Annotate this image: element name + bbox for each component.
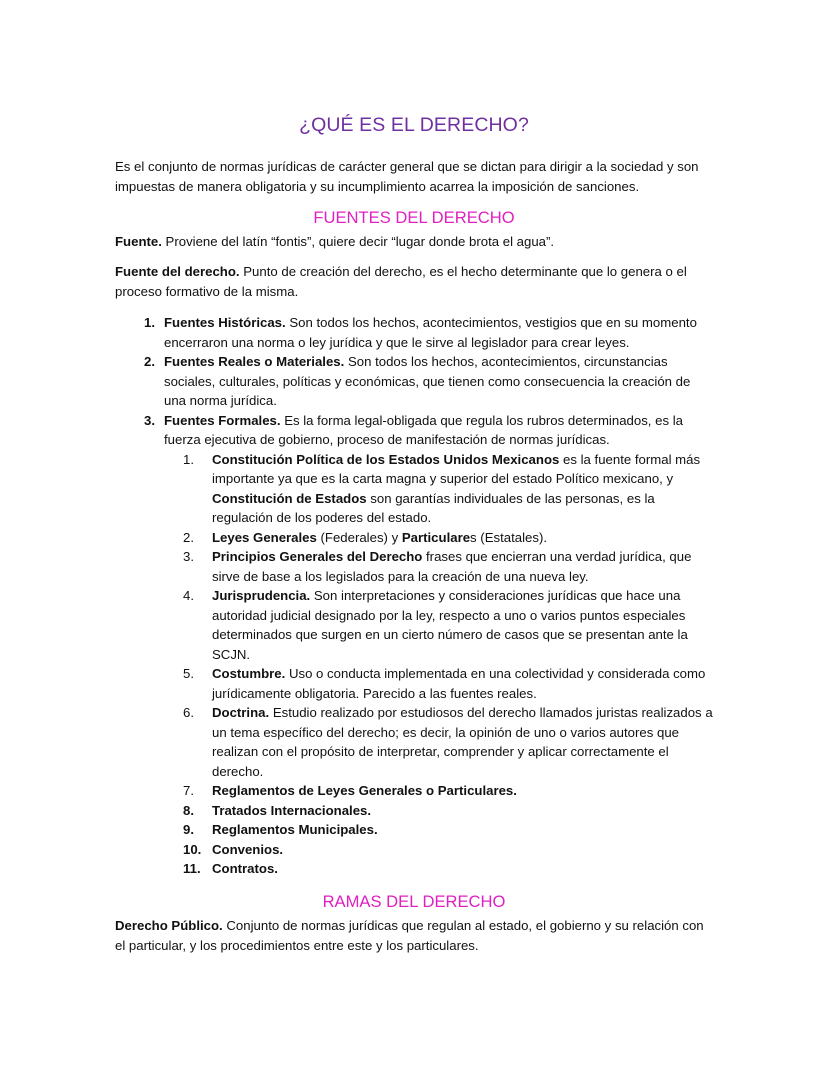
fuente-derecho-term: Fuente del derecho. <box>115 264 240 279</box>
sublist-text: frases que encierran una verdad jurídica, que sirve de base a los legislados para la creación de una nueva ley. <box>212 549 692 584</box>
list-text: Son todos los hechos, acontecimientos, vestigios que en su momento encerraron una norma o ley jurídica y que le sirve al legislador para crear leyes. <box>164 315 697 350</box>
sublist-number: 7. <box>183 783 194 798</box>
sublist-term: Reglamentos de Leyes Generales o Particulares. <box>212 783 517 798</box>
list-number: 2. <box>144 354 155 369</box>
fuente-text: Proviene del latín “fontis”, quiere decir “lugar donde brota el agua”. <box>161 234 555 249</box>
sublist-item <box>183 781 715 801</box>
list-item <box>135 352 715 411</box>
list-term: Fuentes Históricas. <box>164 315 286 330</box>
sublist-number: 3. <box>183 549 194 564</box>
sublist-text: Son interpretaciones y consideraciones jurídicas que hace una autoridad judicial designado por la ley, respecto a uno o varios puntos especiales determinados que surgen en un cierto número de casos que se presentan ante la SCJN. <box>212 588 688 662</box>
sublist-term: Particulare <box>401 529 471 545</box>
sublist-term: Constitución de Estados <box>212 490 367 506</box>
sublist-number: 10. <box>183 841 202 857</box>
sublist-term: Tratados Internacionales. <box>212 802 372 818</box>
sublist-text: (Federales) y <box>316 529 402 545</box>
heading-ramas: RAMAS DEL DERECHO <box>322 892 506 911</box>
fuente-derecho-definition <box>115 262 715 301</box>
sublist-number: 11. <box>183 861 201 876</box>
sublist-number: 5. <box>183 666 194 681</box>
derecho-publico-text: Conjunto de normas jurídicas que regulan al estado, el gobierno y su relación con el particular, y los procedimientos entre este y los particulares. <box>115 918 704 953</box>
sublist-number: 8. <box>183 802 194 818</box>
fuentes-list <box>135 313 715 879</box>
list-text: Son todos los hechos, acontecimientos, circunstancias sociales, culturales, políticas y económicas, que tienen como consecuencia la creación de una norma jurídica. <box>164 354 691 408</box>
sublist-item <box>183 547 715 586</box>
sublist-text: Uso o conducta implementada en una colectividad y considerada como jurídicamente obligatoria. Parecido a las fuentes reales. <box>212 666 706 701</box>
derecho-publico-term: Derecho Público. <box>115 918 223 933</box>
sublist-number: 9. <box>183 822 194 837</box>
heading-fuentes: FUENTES DEL DERECHO <box>313 208 515 227</box>
list-item <box>135 411 715 879</box>
fuentes-formales-list <box>183 450 715 879</box>
list-number: 3. <box>144 412 155 428</box>
sublist-item <box>183 703 715 781</box>
list-term: Fuentes Formales. <box>164 412 281 428</box>
sublist-text: Estudio realizado por estudiosos del derecho llamados juristas realizados a un tema específico del derecho; es decir, la opinión de uno o varios autores que realizan con el propósito de interpretar, comprender y aplicar correctamente el derecho. <box>212 705 713 779</box>
sublist-term: Constitución Política de los Estados Unidos Mexicanos <box>212 451 560 467</box>
sublist-text: s (Estatales). <box>470 529 547 545</box>
list-term: Fuentes Reales o Materiales. <box>164 354 345 369</box>
fuente-term: Fuente. <box>115 234 162 249</box>
fuente-derecho-text: Punto de creación del derecho, es el hecho determinante que lo genera o el proceso formativo de la misma. <box>115 264 687 299</box>
sublist-term: Costumbre. <box>212 666 286 681</box>
document-title: ¿QUÉ ES EL DERECHO? <box>299 114 529 136</box>
sublist-term: Contratos. <box>212 861 278 876</box>
sublist-term: Reglamentos Municipales. <box>212 822 378 837</box>
sublist-item <box>183 450 715 528</box>
sublist-item <box>183 664 715 703</box>
sublist-text: es la fuente formal más importante ya que es la carta magna y superior del estado Político mexicano, y <box>212 451 701 486</box>
sublist-number: 1. <box>183 451 194 467</box>
sublist-number: 6. <box>183 705 194 720</box>
sublist-item <box>183 840 715 860</box>
list-text: Es la forma legal-obligada que regula los rubros determinados, es la fuerza ejecutiva de gobierno, proceso de manifestación de normas jurídicas. <box>164 412 683 447</box>
list-item <box>135 313 715 352</box>
sublist-item <box>183 820 715 840</box>
sublist-term: Jurisprudencia. <box>212 588 311 603</box>
sublist-number: 2. <box>183 529 194 545</box>
sublist-text: son garantías individuales de las personas, es la regulación de los poderes del estado. <box>212 490 655 525</box>
sublist-term: Principios Generales del Derecho <box>212 549 423 564</box>
sublist-item <box>183 859 715 879</box>
sublist-item <box>183 586 715 664</box>
list-number: 1. <box>144 315 155 330</box>
derecho-publico-definition <box>115 916 715 955</box>
fuente-definition <box>115 232 715 252</box>
sublist-term: Leyes Generales <box>212 529 317 545</box>
sublist-item <box>183 801 715 821</box>
intro-paragraph: Es el conjunto de normas jurídicas de carácter general que se dictan para dirigir a la sociedad y son impuestas de manera obligatoria y su incumplimiento acarrea la imposición de sanciones. <box>115 159 699 194</box>
sublist-term: Doctrina. <box>212 705 270 720</box>
sublist-term: Convenios. <box>212 841 284 857</box>
sublist-number: 4. <box>183 588 194 603</box>
sublist-item <box>183 528 715 548</box>
